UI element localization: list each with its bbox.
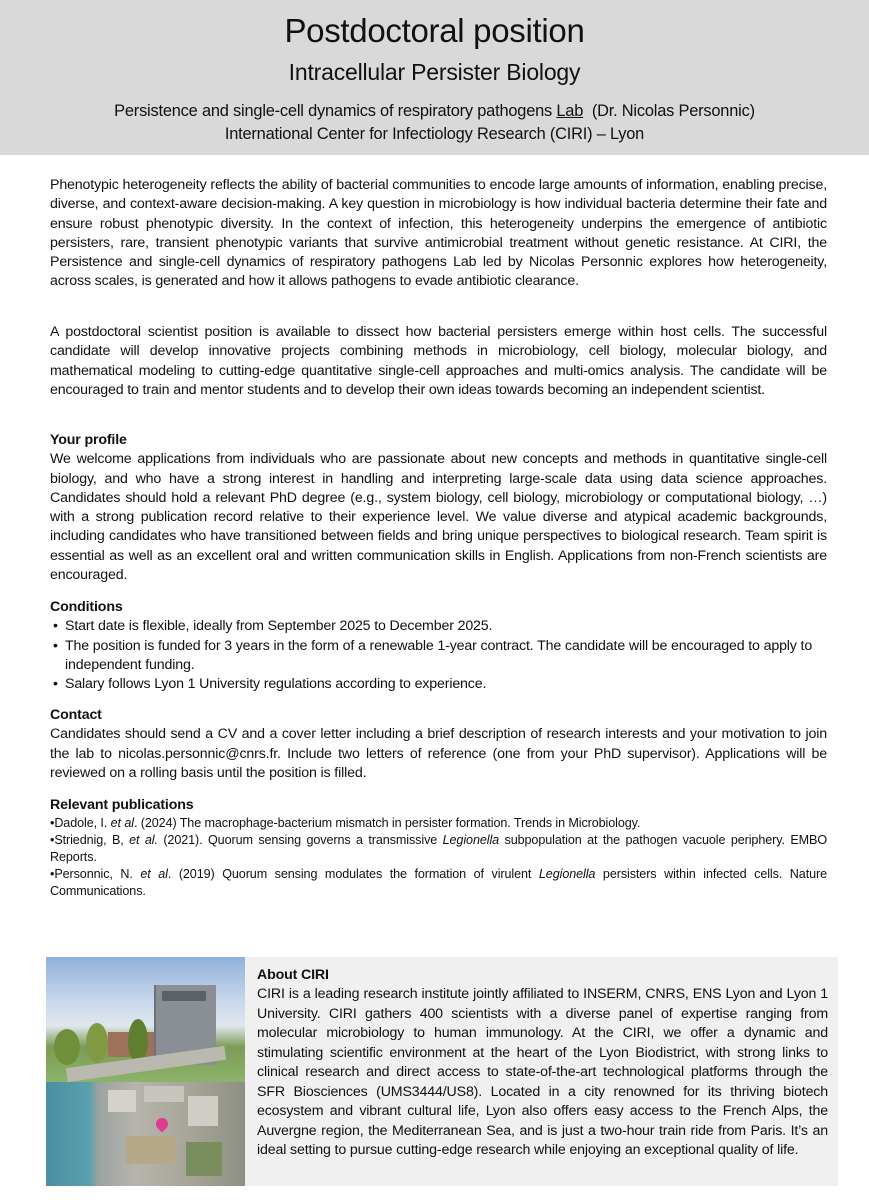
pub-etal: et al <box>140 867 168 882</box>
map-block <box>108 1090 136 1112</box>
publications-list <box>50 815 827 900</box>
publications-heading: Relevant publications <box>50 797 194 813</box>
condition-item: • Salary follows Lyon 1 University regulations according to experience. <box>50 675 827 694</box>
ciri-building-photo <box>46 957 245 1082</box>
lab-link[interactable]: Lab <box>556 102 584 120</box>
intro-paragraph-2: A postdoctoral scientist position is available to dissect how bacterial persisters emerge within host cells. The successful candidate will develop innovative projects combining methods in microbiology, cell biology, molecular biology, and mathematical modeling to cutting-edge quantitative single-cell approaches and multi-omics analysis. The candidate will be encouraged to train and mentor students and to develop their own ideas towards becoming an independent scientist. <box>50 324 827 398</box>
photo-tree <box>86 1023 108 1063</box>
contact-section <box>50 706 827 783</box>
contact-email-link[interactable]: nicolas.personnic@cnrs.fr <box>118 745 278 762</box>
pub-text: (2021). Quorum sensing governs a transmissive <box>157 833 443 848</box>
location-pin-icon <box>154 1116 171 1133</box>
contact-text-before: Candidates should send a CV and a cover letter including a brief description of research interests and your motivation to join the lab to <box>50 726 827 762</box>
pub-etal: et al. <box>129 833 158 848</box>
contact-text-after: . Include two letters of reference (one from your PhD supervisor). Applications will be reviewed on a rolling basis until the position is filled. <box>50 745 827 781</box>
institute-line: International Center for Infectiology Research (CIRI) – Lyon <box>224 125 645 143</box>
intro-paragraph-1: Phenotypic heterogeneity reflects the ability of bacterial communities to encode large amounts of information, enabling precise, diverse, and context-aware decision-making. A key question in microbiology is how individual bacteria determine their fate and ensure robust phenotypic diversity. In the context of infection, this heterogeneity underpins the emergence of antibiotic persisters, rare, transient phenotypic variants that survive antimicrobial treatment without genetic resistance. At CIRI, the Persistence and single-cell dynamics of respiratory pathogens Lab led by Nicolas Personnic explores how heterogeneity, across scales, is generated and how it allows pathogens to evade antibiotic clearance. <box>50 177 827 290</box>
conditions-section <box>50 598 827 694</box>
pub-text: . (2019) Quorum sensing modulates the formation of virulent <box>167 867 539 882</box>
map-block <box>186 1142 222 1176</box>
pub-authors: Striednig, B, <box>54 833 130 848</box>
map-block <box>188 1096 218 1126</box>
map-block <box>144 1086 184 1102</box>
lab-line <box>0 100 869 122</box>
publications-section <box>50 796 827 900</box>
pub-species: Legionella <box>442 833 500 848</box>
conditions-heading: Conditions <box>50 599 123 615</box>
page-subtitle: Intracellular Persister Biology <box>288 59 581 85</box>
page-title: Postdoctoral position <box>284 12 585 49</box>
ciri-map-photo <box>46 1082 245 1186</box>
about-ciri-box <box>46 957 838 1186</box>
about-heading: About CIRI <box>257 967 329 983</box>
pub-etal: et al <box>110 816 134 831</box>
lab-pi: (Dr. Nicolas Personnic) <box>583 102 755 120</box>
pub-authors: Personnic, N. <box>54 867 141 882</box>
publication-item <box>50 815 827 832</box>
map-block <box>126 1136 176 1164</box>
pub-text: . (2024) The macrophage-bacterium mismatch in persister formation. Trends in Microbiology. <box>133 816 641 831</box>
conditions-list <box>50 617 827 694</box>
contact-text <box>50 725 827 783</box>
profile-heading: Your profile <box>50 432 127 448</box>
pub-text: subpopulation at the pathogen vacuole periphery. EMBO Reports. <box>50 833 828 865</box>
pub-authors: Dadole, I. <box>54 816 111 831</box>
profile-section <box>50 431 827 585</box>
photo-tree <box>54 1029 80 1065</box>
intro-section-2 <box>50 323 827 400</box>
condition-item: • The position is funded for 3 years in the form of a renewable 1-year contract. The candidate will be encouraged to apply to independent funding. <box>50 637 827 676</box>
profile-text: We welcome applications from individuals who are passionate about new concepts and methods in quantitative single-cell biology, and who have a strong interest in handling and interpreting large-scale data using data science approaches. Candidates should hold a relevant PhD degree (e.g., system biology, cell biology, microbiology or computational biology, …) with a strong publication record relative to their experience level. We value diverse and atypical academic backgrounds, including candidates who have transitioned between fields and bring unique perspectives to biological research. Team spirit is essential as well as an excellent oral and written communication skills in English. Applications from non-French scientists are encouraged. <box>50 451 827 584</box>
pub-text: persisters within infected cells. Nature Communications. <box>50 867 827 899</box>
intro-section <box>50 176 827 292</box>
pub-species: Legionella <box>538 867 596 882</box>
header-banner <box>0 0 869 155</box>
about-ciri-text-block <box>257 966 828 1161</box>
bullet: • <box>50 833 55 848</box>
bullet: • <box>50 867 55 882</box>
bullet: • <box>50 816 55 831</box>
publication-item <box>50 832 827 866</box>
lab-name: Persistence and single-cell dynamics of respiratory pathogens <box>114 102 557 120</box>
condition-item: • Start date is flexible, ideally from September 2025 to December 2025. <box>50 617 827 636</box>
about-text: CIRI is a leading research institute jointly affiliated to INSERM, CNRS, ENS Lyon and Lyon 1 University. CIRI gathers 400 scientists with a diverse panel of expertise ranging from molecular microbiology to human immunology. At the CIRI, we offer a dynamic and stimulating scientific environment at the heart of the Lyon Biodistrict, with strong links to clinical research and direct access to state-of-the-art technological platforms through the SFR Biosciences (UMS3444/US8). Located in a city renowned for its thriving biotech ecosystem and vibrant cultural life, Lyon also offers easy access to the French Alps, the Auvergne region, the Mediterranean Sea, and is just a two-hour train ride from Paris. It’s an ideal setting to pursue cutting-edge research while enjoying an exceptional quality of life. <box>257 986 828 1159</box>
contact-heading: Contact <box>50 707 102 723</box>
publication-item <box>50 866 827 900</box>
